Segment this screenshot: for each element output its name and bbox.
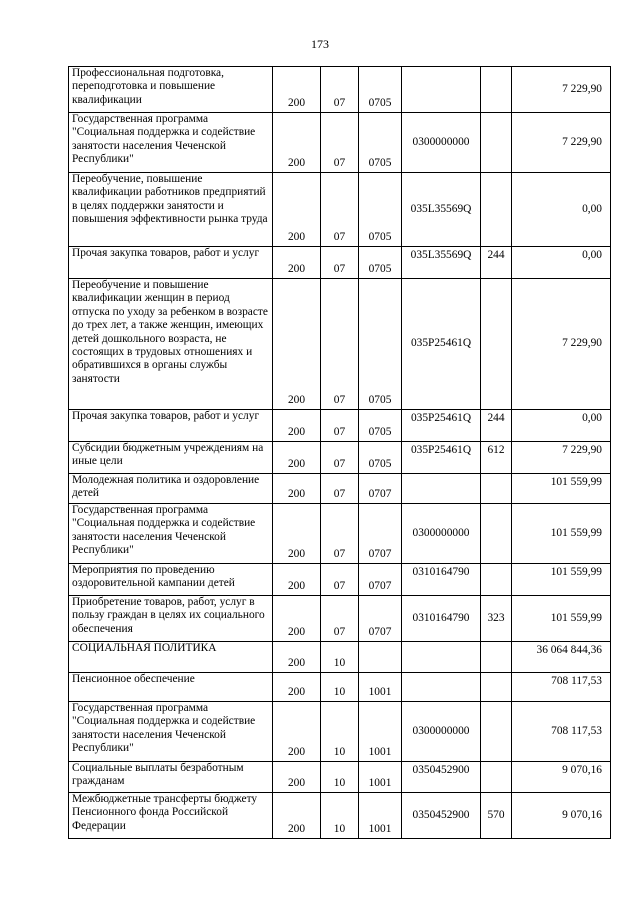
- sum-cell: 0,00: [512, 173, 611, 247]
- gr-cell: 200: [273, 702, 321, 762]
- pr-cell: 0707: [359, 474, 402, 504]
- sum-cell: 708 117,53: [512, 673, 611, 702]
- pr-cell: 1001: [359, 673, 402, 702]
- rz-cell: 07: [321, 113, 359, 173]
- cs-cell: 0300000000: [402, 113, 481, 173]
- page-number: 173: [311, 37, 329, 51]
- table-row: [69, 564, 611, 596]
- name-cell: Прочая закупка товаров, работ и услуг: [69, 247, 273, 279]
- sum-cell: 7 229,90: [512, 279, 611, 410]
- gr-cell: 200: [273, 474, 321, 504]
- vr-cell: [481, 564, 512, 596]
- gr-cell: 200: [273, 564, 321, 596]
- vr-cell: 612: [481, 442, 512, 474]
- cs-cell: 0350452900: [402, 793, 481, 839]
- sum-cell: 9 070,16: [512, 762, 611, 793]
- pr-cell: 0707: [359, 564, 402, 596]
- budget-table: [68, 66, 611, 839]
- sum-cell: 101 559,99: [512, 596, 611, 642]
- pr-cell: 0707: [359, 596, 402, 642]
- gr-cell: 200: [273, 247, 321, 279]
- gr-cell: 200: [273, 173, 321, 247]
- sum-cell: 0,00: [512, 247, 611, 279]
- cs-cell: 0350452900: [402, 762, 481, 793]
- rz-cell: 10: [321, 702, 359, 762]
- table-row: [69, 762, 611, 793]
- rz-cell: 07: [321, 410, 359, 442]
- cs-cell: 0300000000: [402, 702, 481, 762]
- sum-cell: 101 559,99: [512, 474, 611, 504]
- table-row: [69, 702, 611, 762]
- vr-cell: 570: [481, 793, 512, 839]
- table-row: [69, 442, 611, 474]
- pr-cell: 0705: [359, 442, 402, 474]
- gr-cell: 200: [273, 673, 321, 702]
- pr-cell: 0705: [359, 67, 402, 113]
- gr-cell: 200: [273, 67, 321, 113]
- pr-cell: 1001: [359, 793, 402, 839]
- cs-cell: [402, 67, 481, 113]
- sum-cell: 0,00: [512, 410, 611, 442]
- cs-cell: 035P25461Q: [402, 442, 481, 474]
- cs-cell: [402, 642, 481, 673]
- table-row: [69, 474, 611, 504]
- sum-cell: 36 064 844,36: [512, 642, 611, 673]
- gr-cell: 200: [273, 410, 321, 442]
- rz-cell: 07: [321, 596, 359, 642]
- rz-cell: 07: [321, 504, 359, 564]
- gr-cell: 200: [273, 793, 321, 839]
- cs-cell: 035P25461Q: [402, 279, 481, 410]
- name-cell: Мероприятия по проведению оздоровительной кампании детей: [69, 564, 273, 596]
- name-cell: Переобучение, повышение квалификации работников предприятий в целях поддержки занятости и повышения эффективности рынка труда: [69, 173, 273, 247]
- rz-cell: 07: [321, 247, 359, 279]
- name-cell: Профессиональная подготовка, переподготовка и повышение квалификации: [69, 67, 273, 113]
- table-row: [69, 642, 611, 673]
- vr-cell: [481, 113, 512, 173]
- table-body: [69, 67, 611, 839]
- cs-cell: [402, 673, 481, 702]
- vr-cell: [481, 642, 512, 673]
- pr-cell: [359, 642, 402, 673]
- name-cell: Переобучение и повышение квалификации женщин в период отпуска по уходу за ребенком в возрасте до трех лет, а также женщин, имеющих детей дошкольного возраста, не состоящих в трудовых отношениях и обратившихся в органы службы занятости: [69, 279, 273, 410]
- rz-cell: 07: [321, 67, 359, 113]
- rz-cell: 10: [321, 642, 359, 673]
- vr-cell: [481, 279, 512, 410]
- sum-cell: 708 117,53: [512, 702, 611, 762]
- rz-cell: 10: [321, 762, 359, 793]
- table-row: [69, 173, 611, 247]
- cs-cell: 0300000000: [402, 504, 481, 564]
- cs-cell: 0310164790: [402, 564, 481, 596]
- gr-cell: 200: [273, 504, 321, 564]
- sum-cell: 7 229,90: [512, 113, 611, 173]
- name-cell: Приобретение товаров, работ, услуг в пользу граждан в целях их социального обеспечения: [69, 596, 273, 642]
- vr-cell: [481, 504, 512, 564]
- name-cell: СОЦИАЛЬНАЯ ПОЛИТИКА: [69, 642, 273, 673]
- name-cell: Государственная программа "Социальная поддержка и содействие занятости населения Чеченской Республики": [69, 702, 273, 762]
- pr-cell: 0705: [359, 410, 402, 442]
- rz-cell: 10: [321, 673, 359, 702]
- vr-cell: [481, 474, 512, 504]
- pr-cell: 0705: [359, 173, 402, 247]
- vr-cell: [481, 173, 512, 247]
- name-cell: Социальные выплаты безработным гражданам: [69, 762, 273, 793]
- pr-cell: 0705: [359, 247, 402, 279]
- pr-cell: 1001: [359, 762, 402, 793]
- vr-cell: [481, 67, 512, 113]
- table-row: [69, 67, 611, 113]
- sum-cell: 9 070,16: [512, 793, 611, 839]
- name-cell: Молодежная политика и оздоровление детей: [69, 474, 273, 504]
- table-row: [69, 113, 611, 173]
- pr-cell: 0707: [359, 504, 402, 564]
- pr-cell: 0705: [359, 279, 402, 410]
- sum-cell: 7 229,90: [512, 442, 611, 474]
- rz-cell: 07: [321, 173, 359, 247]
- vr-cell: [481, 762, 512, 793]
- name-cell: Субсидии бюджетным учреждениям на иные цели: [69, 442, 273, 474]
- name-cell: Государственная программа "Социальная поддержка и содействие занятости населения Чеченской Республики": [69, 113, 273, 173]
- rz-cell: 07: [321, 442, 359, 474]
- cs-cell: [402, 474, 481, 504]
- vr-cell: [481, 702, 512, 762]
- cs-cell: 035P25461Q: [402, 410, 481, 442]
- table-row: [69, 279, 611, 410]
- name-cell: Пенсионное обеспечение: [69, 673, 273, 702]
- sum-cell: 7 229,90: [512, 67, 611, 113]
- table-row: [69, 504, 611, 564]
- table-row: [69, 793, 611, 839]
- vr-cell: 244: [481, 247, 512, 279]
- cs-cell: 035L35569Q: [402, 247, 481, 279]
- cs-cell: 0310164790: [402, 596, 481, 642]
- pr-cell: 1001: [359, 702, 402, 762]
- vr-cell: 323: [481, 596, 512, 642]
- sum-cell: 101 559,99: [512, 564, 611, 596]
- sum-cell: 101 559,99: [512, 504, 611, 564]
- rz-cell: 10: [321, 793, 359, 839]
- vr-cell: [481, 673, 512, 702]
- table-row: [69, 596, 611, 642]
- table-row: [69, 410, 611, 442]
- table-row: [69, 247, 611, 279]
- gr-cell: 200: [273, 596, 321, 642]
- name-cell: Государственная программа "Социальная поддержка и содействие занятости населения Чеченской Республики": [69, 504, 273, 564]
- pr-cell: 0705: [359, 113, 402, 173]
- gr-cell: 200: [273, 113, 321, 173]
- rz-cell: 07: [321, 279, 359, 410]
- cs-cell: 035L35569Q: [402, 173, 481, 247]
- name-cell: Прочая закупка товаров, работ и услуг: [69, 410, 273, 442]
- table-row: [69, 673, 611, 702]
- rz-cell: 07: [321, 564, 359, 596]
- gr-cell: 200: [273, 642, 321, 673]
- gr-cell: 200: [273, 279, 321, 410]
- gr-cell: 200: [273, 442, 321, 474]
- vr-cell: 244: [481, 410, 512, 442]
- rz-cell: 07: [321, 474, 359, 504]
- gr-cell: 200: [273, 762, 321, 793]
- name-cell: Межбюджетные трансферты бюджету Пенсионного фонда Российской Федерации: [69, 793, 273, 839]
